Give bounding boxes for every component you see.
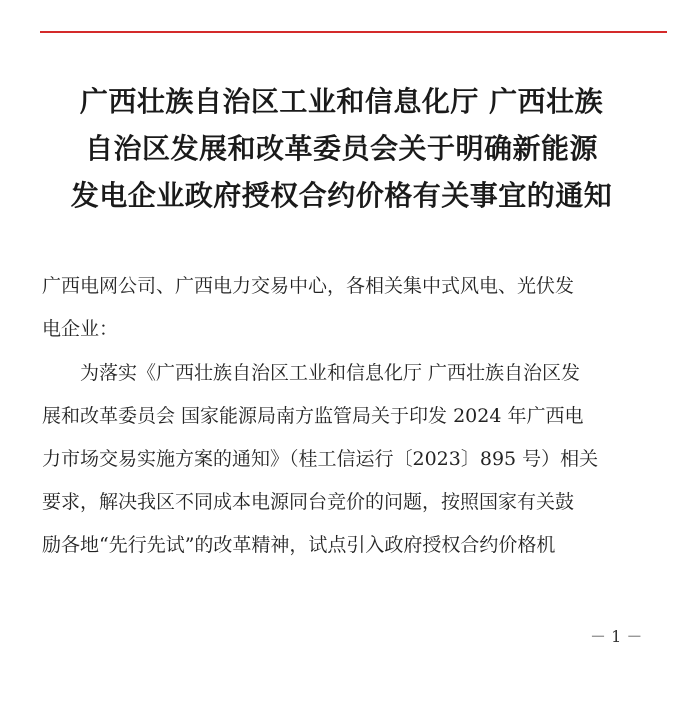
document-title <box>0 78 683 219</box>
addressee-line-1: 广西电网公司、广西电力交易中心，各相关集中式风电、光伏发 <box>42 275 575 297</box>
title-line-2: 自治区发展和改革委员会关于明确新能源 <box>84 132 598 165</box>
body-line-1: 为落实《广西壮族自治区工业和信息化厅 广西壮族自治区发 <box>80 362 581 384</box>
page-number: － 1 － <box>590 627 643 646</box>
title-line-3: 发电企业政府授权合约价格有关事宜的通知 <box>70 179 613 212</box>
addressee-line-2: 电企业： <box>42 318 119 340</box>
body-line-4: 要求，解决我区不同成本电源同台竞价的问题，按照国家有关鼓 <box>42 491 575 513</box>
body-line-5: 励各地“先行先试”的改革精神，试点引入政府授权合约价格机 <box>42 534 556 556</box>
body-line-2: 展和改革委员会 国家能源局南方监管局关于印发 2024 年广西电 <box>42 405 584 427</box>
addressee-block <box>42 265 652 351</box>
title-line-1: 广西壮族自治区工业和信息化厅 广西壮族 <box>79 85 604 118</box>
body-line-3: 力市场交易实施方案的通知》（桂工信运行〔2023〕895 号）相关 <box>42 448 599 470</box>
body-paragraph <box>42 352 652 567</box>
red-header-rule <box>40 31 667 33</box>
